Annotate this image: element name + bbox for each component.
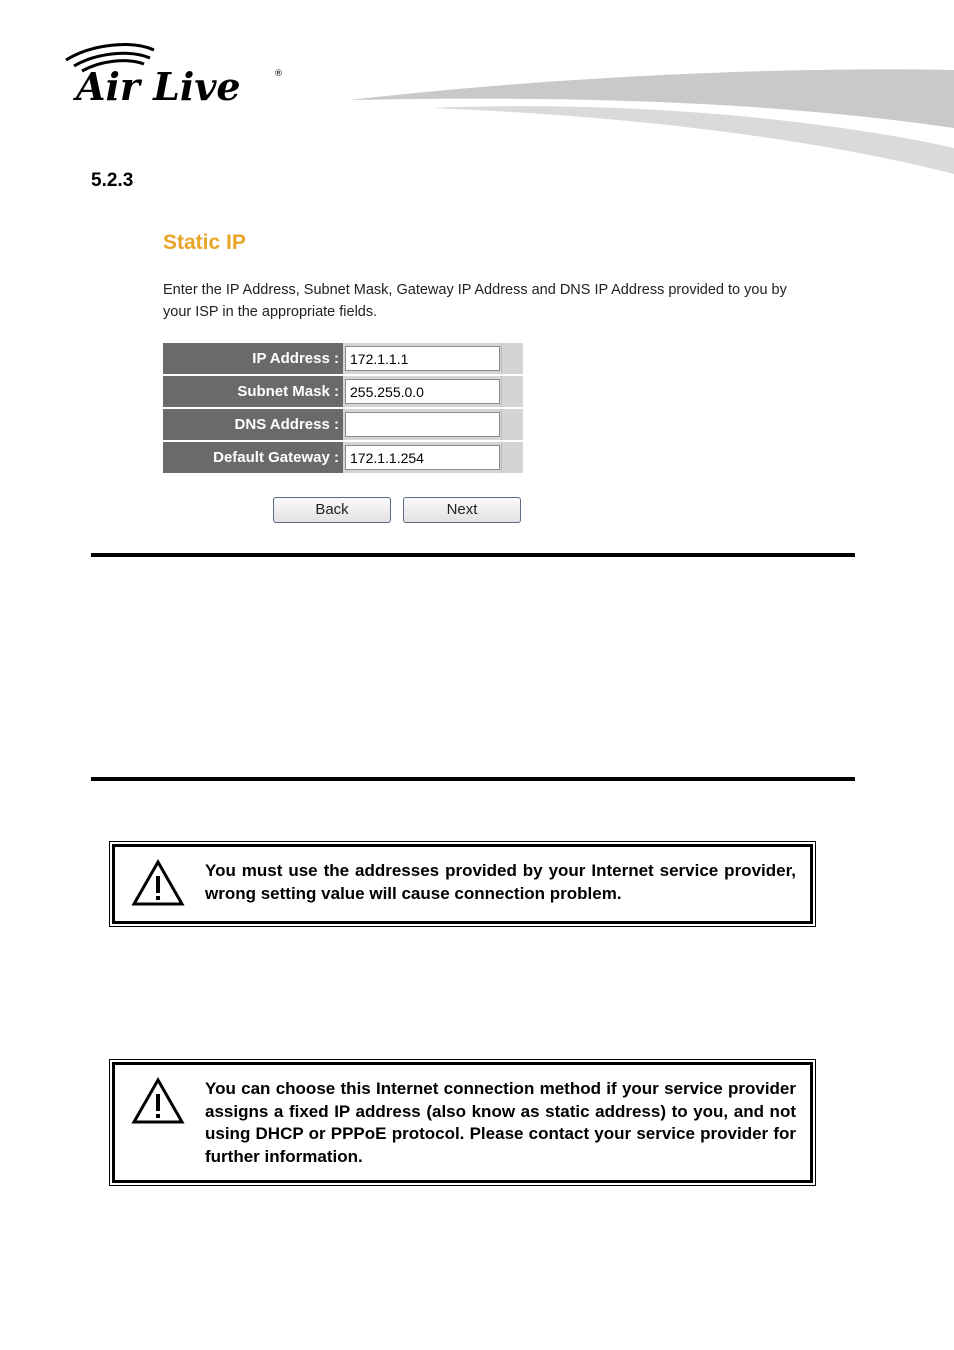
dns-address-row — [163, 409, 523, 440]
warning-note-text: You can choose this Internet connection method if your service provider assigns a fixed IP address (also know as static address) to you, and not using DHCP or PPPoE protocol. Please contact your service provider for further information. — [205, 1079, 796, 1166]
divider — [91, 553, 855, 557]
subnet-mask-input[interactable] — [345, 379, 500, 404]
warning-icon — [131, 1077, 185, 1125]
divider — [91, 777, 855, 781]
form-title: Static IP — [163, 231, 246, 254]
warning-note-text: You must use the addresses provided by your Internet service provider, wrong setting value will cause connection problem. — [205, 861, 796, 903]
static-ip-field-table — [163, 343, 523, 475]
ip-address-input[interactable] — [345, 346, 500, 371]
warning-note — [109, 841, 816, 927]
svg-text:®: ® — [274, 69, 283, 79]
section-number: 5.2.3 — [91, 170, 134, 191]
next-button[interactable]: Next — [403, 497, 521, 523]
default-gateway-input[interactable] — [345, 445, 500, 470]
default-gateway-row — [163, 442, 523, 473]
ip-address-label: IP Address : — [163, 343, 343, 374]
back-button[interactable]: Back — [273, 497, 391, 523]
subnet-mask-row — [163, 376, 523, 407]
warning-icon — [131, 859, 185, 907]
ip-address-row — [163, 343, 523, 374]
svg-text:Air Live: Air Live — [76, 64, 241, 109]
default-gateway-label: Default Gateway : — [163, 442, 343, 473]
form-description: Enter the IP Address, Subnet Mask, Gateway IP Address and DNS IP Address provided to you by your ISP in the appropriate fields. — [163, 282, 787, 320]
subnet-mask-label: Subnet Mask : — [163, 376, 343, 407]
dns-address-input[interactable] — [345, 412, 500, 437]
warning-note — [109, 1059, 816, 1186]
dns-address-label: DNS Address : — [163, 409, 343, 440]
airlive-logo — [62, 40, 292, 110]
